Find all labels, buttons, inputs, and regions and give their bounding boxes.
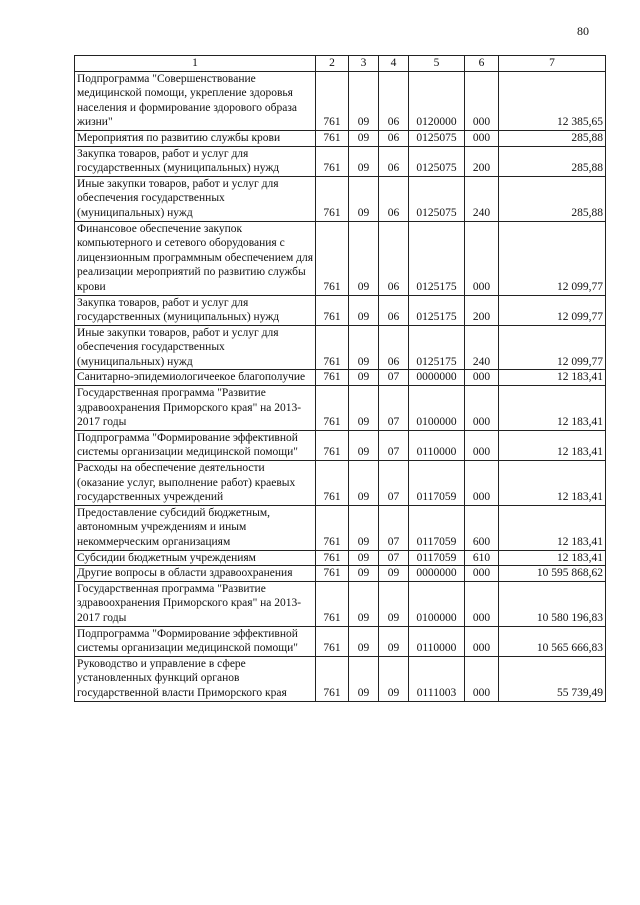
row-target-article-cell: 0000000	[409, 370, 465, 386]
row-ved-cell: 761	[316, 176, 349, 221]
row-name-cell: Субсидии бюджетным учреждениям	[75, 550, 316, 566]
row-expense-type-cell: 000	[465, 386, 499, 431]
row-ved-cell: 761	[316, 130, 349, 146]
row-name-cell: Предоставление субсидий бюджетным, автономным учреждениям и иным некоммерческим организациям	[75, 505, 316, 550]
page-number: 80	[577, 24, 589, 38]
row-expense-type-cell: 000	[465, 130, 499, 146]
row-target-article-cell: 0120000	[409, 71, 465, 130]
row-name-cell: Санитарно-эпидемиологичеекое благополучие	[75, 370, 316, 386]
row-section-cell: 09	[349, 626, 379, 656]
row-amount-cell: 12 183,41	[499, 430, 606, 460]
row-name-cell: Закупка товаров, работ и услуг для государственных (муниципальных) нужд	[75, 146, 316, 176]
table-row	[75, 581, 606, 626]
row-section-cell: 09	[349, 71, 379, 130]
row-section-cell: 09	[349, 581, 379, 626]
row-ved-cell: 761	[316, 430, 349, 460]
row-section-cell: 09	[349, 656, 379, 701]
row-name-cell: Руководство и управление в сфере установленных функций органов государственной власти Приморского края	[75, 656, 316, 701]
row-subsection-cell: 09	[379, 566, 409, 582]
row-amount-cell: 285,88	[499, 130, 606, 146]
row-amount-cell: 10 580 196,83	[499, 581, 606, 626]
row-amount-cell: 12 099,77	[499, 295, 606, 325]
row-subsection-cell: 06	[379, 295, 409, 325]
row-subsection-cell: 06	[379, 130, 409, 146]
column-header-2: 2	[316, 56, 349, 72]
row-section-cell: 09	[349, 325, 379, 370]
row-expense-type-cell: 000	[465, 430, 499, 460]
table-row	[75, 221, 606, 295]
table-body	[75, 71, 606, 701]
table-row	[75, 550, 606, 566]
row-expense-type-cell: 200	[465, 295, 499, 325]
row-target-article-cell: 0000000	[409, 566, 465, 582]
row-ved-cell: 761	[316, 146, 349, 176]
table-row	[75, 656, 606, 701]
row-section-cell: 09	[349, 130, 379, 146]
table-row	[75, 386, 606, 431]
row-section-cell: 09	[349, 146, 379, 176]
row-ved-cell: 761	[316, 505, 349, 550]
row-section-cell: 09	[349, 461, 379, 506]
row-section-cell: 09	[349, 505, 379, 550]
row-section-cell: 09	[349, 176, 379, 221]
row-amount-cell: 285,88	[499, 146, 606, 176]
row-name-cell: Государственная программа "Развитие здравоохранения Приморского края" на 2013-2017 годы	[75, 581, 316, 626]
row-expense-type-cell: 000	[465, 626, 499, 656]
row-target-article-cell: 0117059	[409, 550, 465, 566]
row-subsection-cell: 09	[379, 626, 409, 656]
table-row	[75, 430, 606, 460]
row-section-cell: 09	[349, 566, 379, 582]
row-target-article-cell: 0125075	[409, 146, 465, 176]
row-name-cell: Подпрограмма "Формирование эффективной системы организации медицинской помощи"	[75, 430, 316, 460]
row-amount-cell: 12 183,41	[499, 461, 606, 506]
row-target-article-cell: 0117059	[409, 461, 465, 506]
budget-table	[74, 55, 606, 702]
row-subsection-cell: 07	[379, 386, 409, 431]
row-ved-cell: 761	[316, 461, 349, 506]
row-name-cell: Другие вопросы в области здравоохранения	[75, 566, 316, 582]
row-expense-type-cell: 000	[465, 71, 499, 130]
row-target-article-cell: 0111003	[409, 656, 465, 701]
row-target-article-cell: 0110000	[409, 626, 465, 656]
row-ved-cell: 761	[316, 386, 349, 431]
row-ved-cell: 761	[316, 370, 349, 386]
row-ved-cell: 761	[316, 581, 349, 626]
row-target-article-cell: 0125175	[409, 221, 465, 295]
row-section-cell: 09	[349, 295, 379, 325]
column-header-6: 6	[465, 56, 499, 72]
row-subsection-cell: 09	[379, 656, 409, 701]
row-ved-cell: 761	[316, 295, 349, 325]
row-ved-cell: 761	[316, 325, 349, 370]
row-expense-type-cell: 000	[465, 581, 499, 626]
row-subsection-cell: 09	[379, 581, 409, 626]
row-expense-type-cell: 000	[465, 461, 499, 506]
row-target-article-cell: 0125175	[409, 325, 465, 370]
table-row	[75, 325, 606, 370]
row-amount-cell: 12 183,41	[499, 386, 606, 431]
row-section-cell: 09	[349, 370, 379, 386]
row-expense-type-cell: 240	[465, 176, 499, 221]
row-target-article-cell: 0125175	[409, 295, 465, 325]
table-row	[75, 130, 606, 146]
row-section-cell: 09	[349, 386, 379, 431]
row-amount-cell: 55 739,49	[499, 656, 606, 701]
table-row	[75, 176, 606, 221]
row-amount-cell: 12 183,41	[499, 550, 606, 566]
row-amount-cell: 12 099,77	[499, 325, 606, 370]
row-subsection-cell: 06	[379, 146, 409, 176]
column-header-1: 1	[75, 56, 316, 72]
row-expense-type-cell: 000	[465, 221, 499, 295]
row-section-cell: 09	[349, 430, 379, 460]
row-expense-type-cell: 610	[465, 550, 499, 566]
row-expense-type-cell: 000	[465, 566, 499, 582]
row-expense-type-cell: 600	[465, 505, 499, 550]
row-name-cell: Финансовое обеспечение закупок компьютерного и сетевого оборудования с лицензионным программным обеспечением для реализации мероприятий по развитию службы крови	[75, 221, 316, 295]
row-ved-cell: 761	[316, 566, 349, 582]
row-ved-cell: 761	[316, 71, 349, 130]
table-row	[75, 626, 606, 656]
row-name-cell: Иные закупки товаров, работ и услуг для обеспечения государственных (муниципальных) нужд	[75, 176, 316, 221]
table-row	[75, 566, 606, 582]
table-header-row	[75, 56, 606, 72]
row-expense-type-cell: 000	[465, 656, 499, 701]
row-subsection-cell: 06	[379, 71, 409, 130]
row-ved-cell: 761	[316, 550, 349, 566]
row-target-article-cell: 0125075	[409, 130, 465, 146]
row-amount-cell: 10 595 868,62	[499, 566, 606, 582]
column-header-5: 5	[409, 56, 465, 72]
row-target-article-cell: 0100000	[409, 581, 465, 626]
table-row	[75, 71, 606, 130]
column-header-3: 3	[349, 56, 379, 72]
row-section-cell: 09	[349, 221, 379, 295]
row-subsection-cell: 06	[379, 221, 409, 295]
row-name-cell: Иные закупки товаров, работ и услуг для обеспечения государственных (муниципальных) нужд	[75, 325, 316, 370]
row-name-cell: Государственная программа "Развитие здравоохранения Приморского края" на 2013-2017 годы	[75, 386, 316, 431]
row-amount-cell: 12 183,41	[499, 370, 606, 386]
row-amount-cell: 285,88	[499, 176, 606, 221]
column-header-4: 4	[379, 56, 409, 72]
table-row	[75, 461, 606, 506]
row-subsection-cell: 07	[379, 461, 409, 506]
row-expense-type-cell: 200	[465, 146, 499, 176]
row-target-article-cell: 0125075	[409, 176, 465, 221]
row-subsection-cell: 06	[379, 176, 409, 221]
row-name-cell: Мероприятия по развитию службы крови	[75, 130, 316, 146]
row-subsection-cell: 07	[379, 505, 409, 550]
table-row	[75, 505, 606, 550]
column-header-7: 7	[499, 56, 606, 72]
row-amount-cell: 12 385,65	[499, 71, 606, 130]
row-amount-cell: 10 565 666,83	[499, 626, 606, 656]
row-subsection-cell: 07	[379, 550, 409, 566]
row-amount-cell: 12 099,77	[499, 221, 606, 295]
row-ved-cell: 761	[316, 221, 349, 295]
row-subsection-cell: 07	[379, 370, 409, 386]
row-subsection-cell: 06	[379, 325, 409, 370]
row-target-article-cell: 0117059	[409, 505, 465, 550]
table-row	[75, 295, 606, 325]
row-name-cell: Расходы на обеспечение деятельности (оказание услуг, выполнение работ) краевых государственных учреждений	[75, 461, 316, 506]
row-name-cell: Подпрограмма "Формирование эффективной системы организации медицинской помощи"	[75, 626, 316, 656]
table-row	[75, 370, 606, 386]
row-expense-type-cell: 000	[465, 370, 499, 386]
row-section-cell: 09	[349, 550, 379, 566]
table-row	[75, 146, 606, 176]
row-amount-cell: 12 183,41	[499, 505, 606, 550]
row-ved-cell: 761	[316, 626, 349, 656]
row-target-article-cell: 0100000	[409, 386, 465, 431]
row-subsection-cell: 07	[379, 430, 409, 460]
row-name-cell: Подпрограмма "Совершенствование медицинской помощи, укрепление здоровья населения и формирование здорового образа жизни"	[75, 71, 316, 130]
row-name-cell: Закупка товаров, работ и услуг для государственных (муниципальных) нужд	[75, 295, 316, 325]
row-expense-type-cell: 240	[465, 325, 499, 370]
row-ved-cell: 761	[316, 656, 349, 701]
row-target-article-cell: 0110000	[409, 430, 465, 460]
